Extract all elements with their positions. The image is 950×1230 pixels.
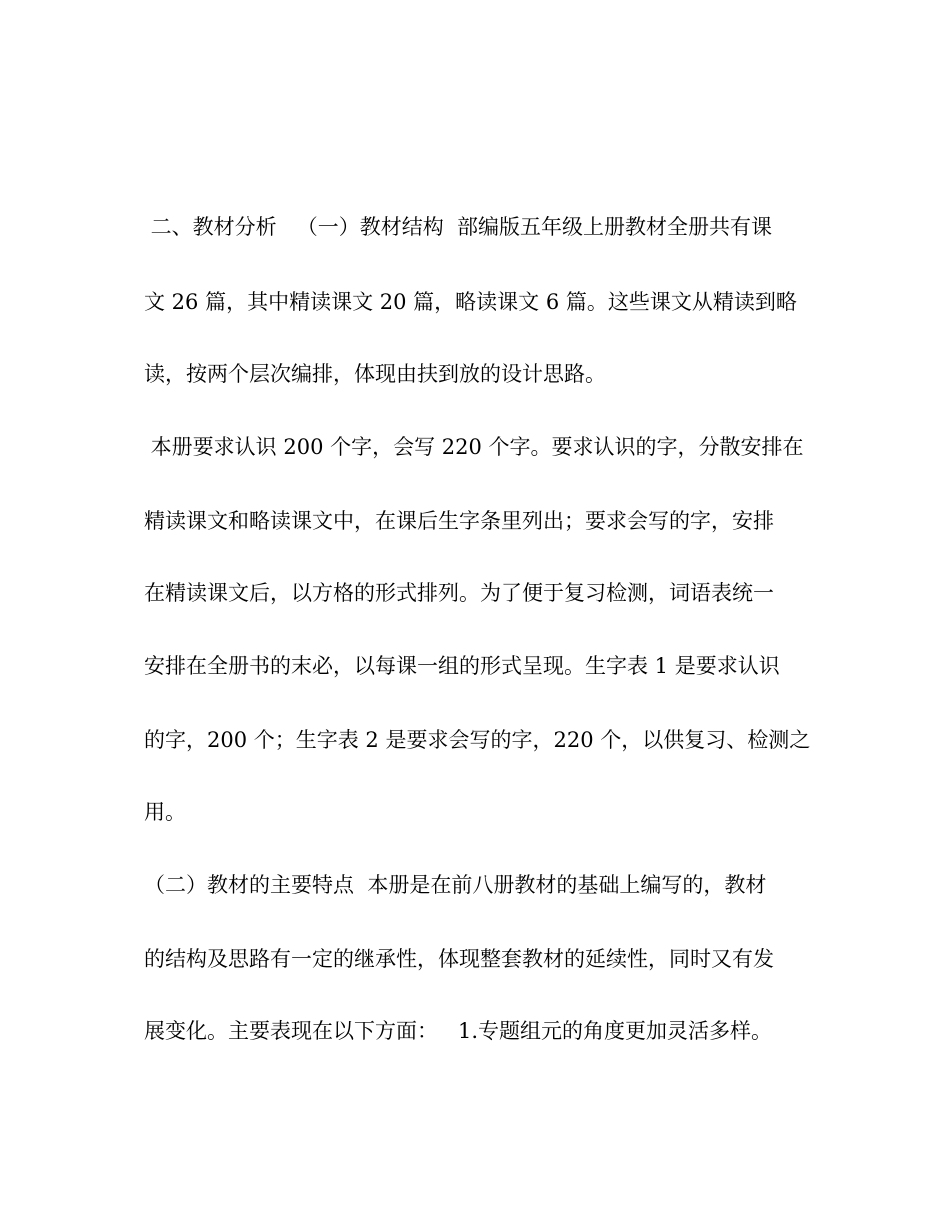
- text-line-8: 的字，200 个；生字表 2 是要求会写的字，220 个，以供复习、检测之: [144, 728, 811, 752]
- text-line-4: 本册要求认识 200 个字，会写 220 个字。要求认识的字，分散安排在: [144, 435, 804, 459]
- text-line-12: 展变化。主要表现在以下方面： 1.专题组元的角度更加灵活多样。: [144, 1019, 773, 1043]
- text-line-3: 读，按两个层次编排，体现由扶到放的设计思路。: [144, 362, 606, 386]
- text-line-11: 的结构及思路有一定的继承性，体现整套教材的延续性，同时又有发: [144, 947, 774, 971]
- text-line-7: 安排在全册书的末必，以每课一组的形式呈现。生字表 1 是要求认识: [144, 654, 780, 678]
- text-line-6: 在精读课文后，以方格的形式排列。为了便于复习检测，词语表统一: [144, 581, 774, 605]
- text-line-1: 二、教材分析 （一）教材结构 部编版五年级上册教材全册共有课: [144, 215, 773, 239]
- text-line-2: 文 26 篇，其中精读课文 20 篇，略读课文 6 篇。这些课文从精读到略: [144, 290, 797, 314]
- text-line-9: 用。: [144, 800, 186, 824]
- text-line-5: 精读课文和略读课文中，在课后生字条里列出；要求会写的字，安排: [144, 509, 774, 533]
- text-line-10: （二）教材的主要特点 本册是在前八册教材的基础上编写的，教材: [144, 873, 767, 897]
